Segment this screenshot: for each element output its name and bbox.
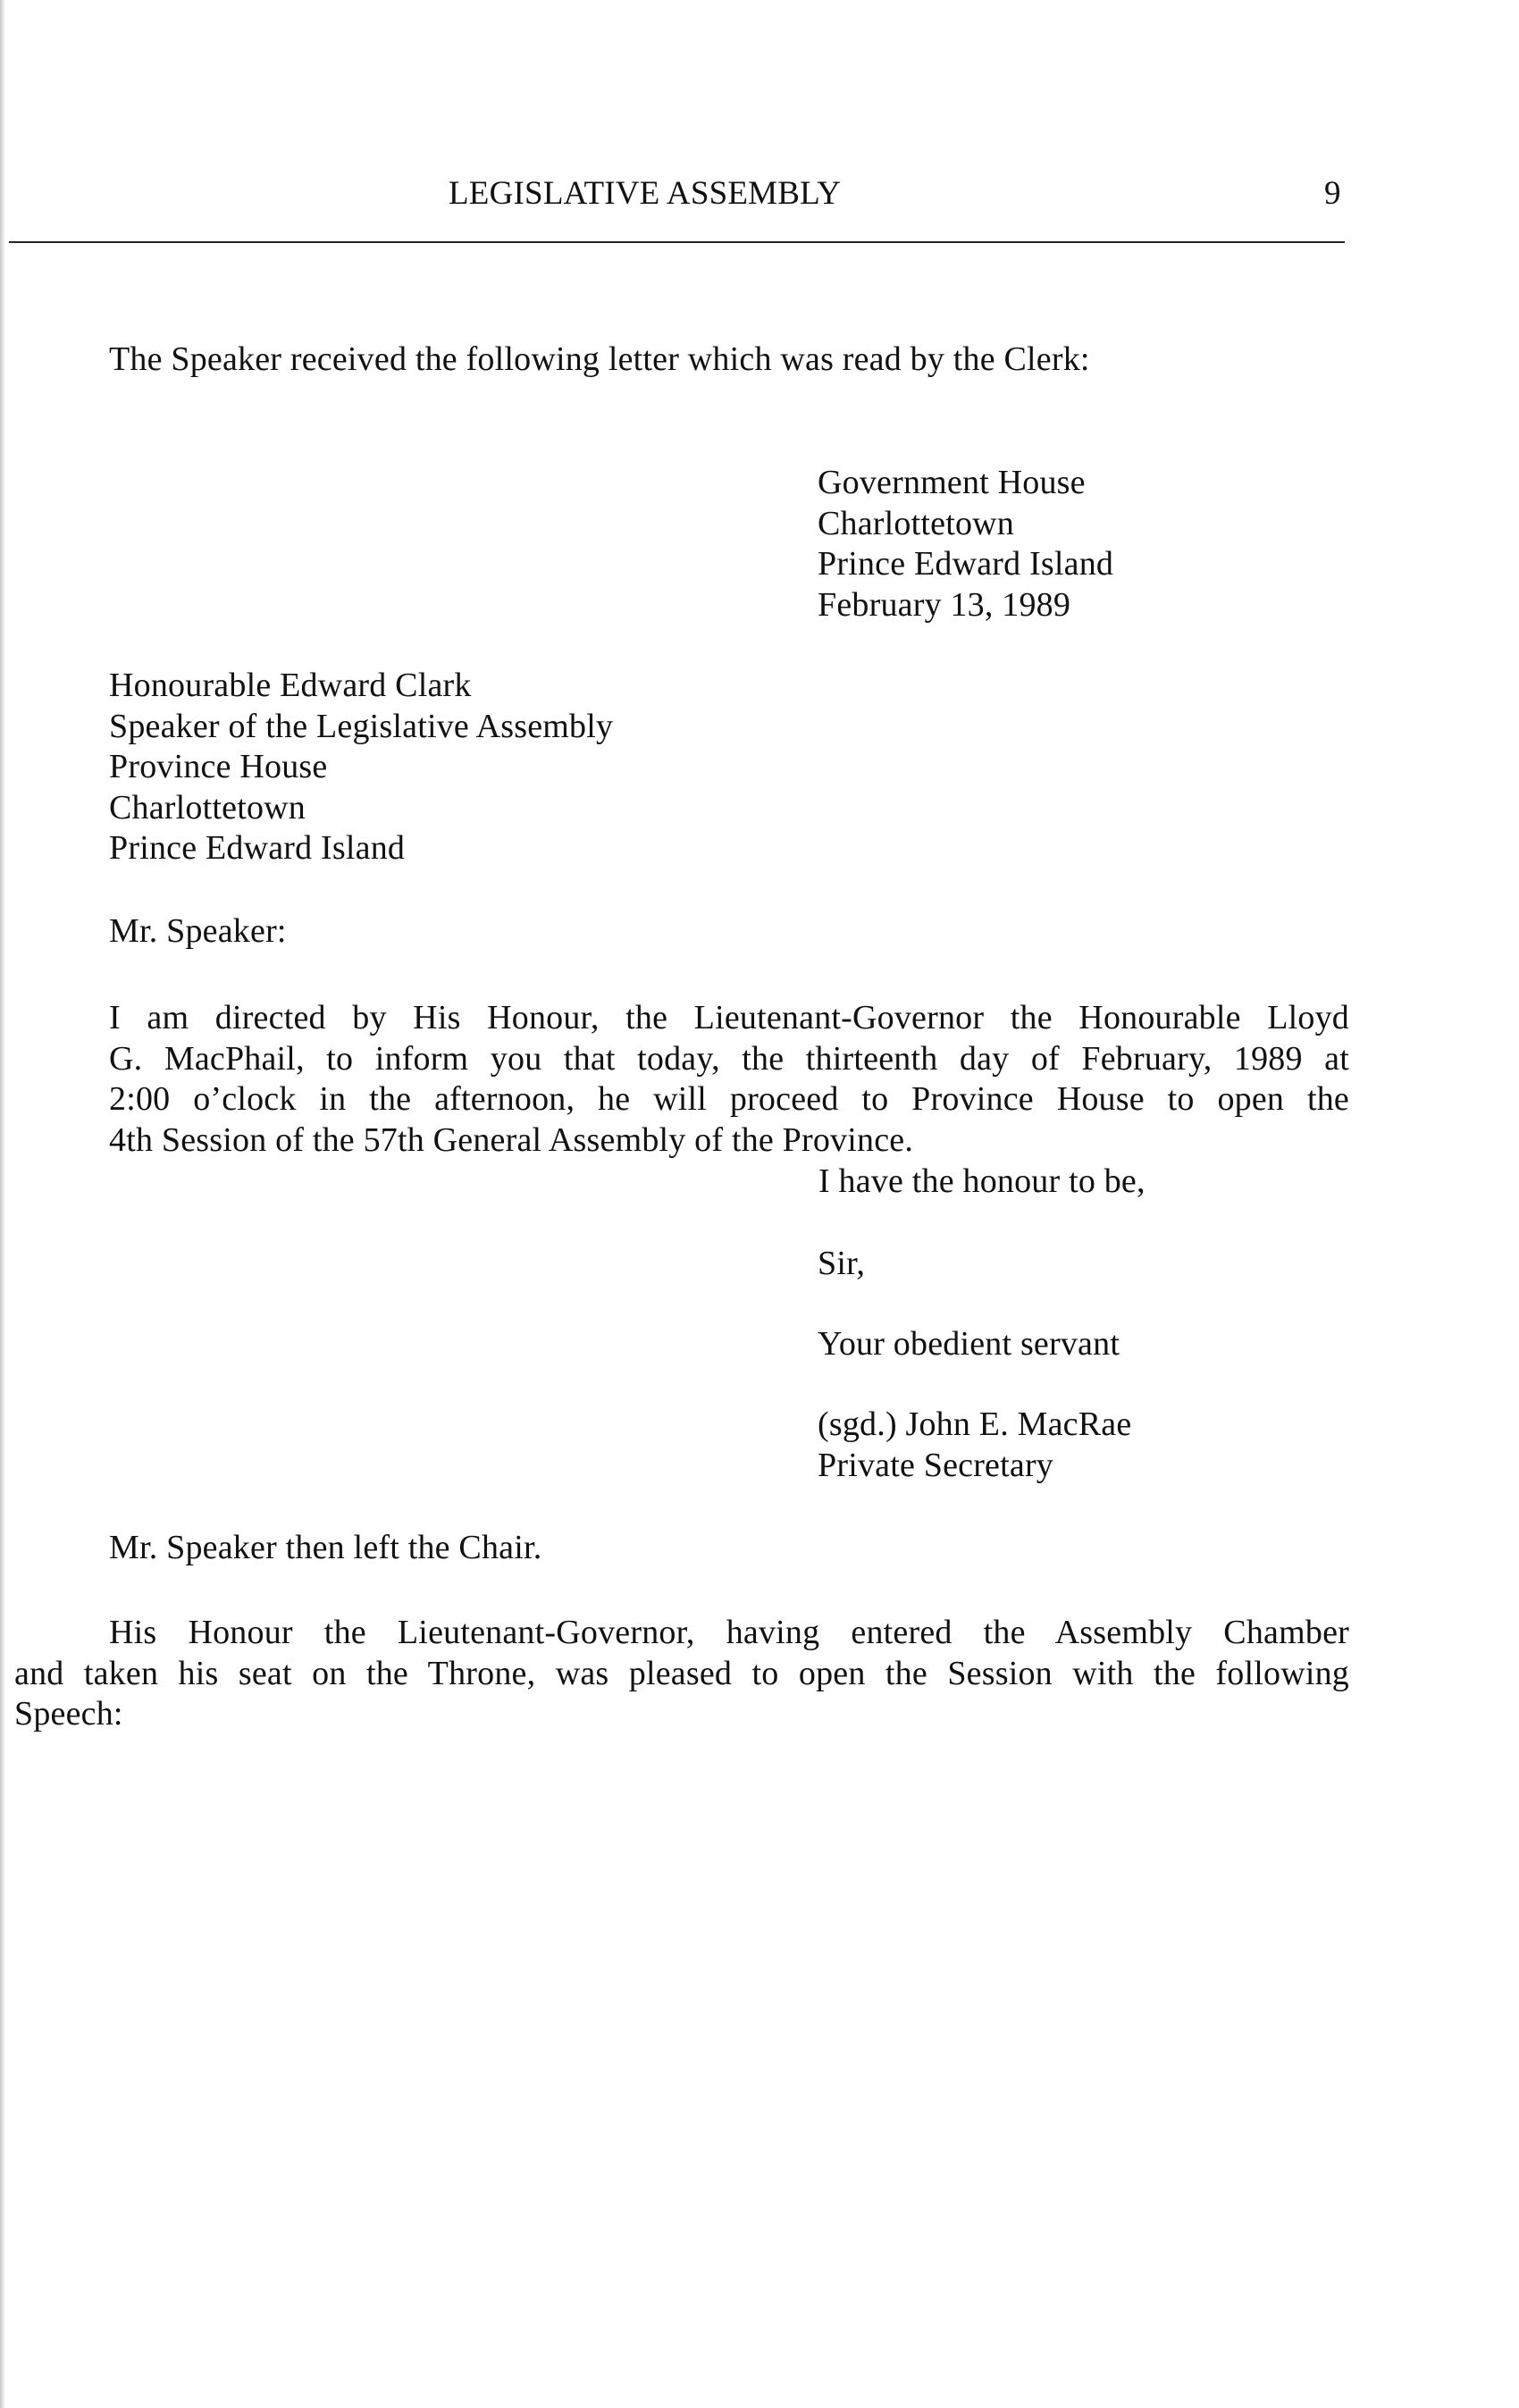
intro-sentence: The Speaker received the following letter which was read by the Clerk: (109, 340, 1090, 378)
letter-closing-sir: Sir, (818, 1245, 866, 1282)
sender-address-line: Prince Edward Island (818, 545, 1114, 583)
letter-body-line: 2:00 o’clock in the afternoon, he will proceed to Province House to open the (109, 1080, 1349, 1118)
signature-name: (sgd.) John E. MacRae (818, 1405, 1132, 1443)
recipient-address-line: Prince Edward Island (109, 829, 406, 867)
letter-closing-servant: Your obedient servant (818, 1325, 1120, 1363)
final-paragraph (14, 1613, 1349, 1735)
after-letter-sentence: Mr. Speaker then left the Chair. (109, 1529, 542, 1566)
recipient-address (109, 666, 613, 869)
letter-body-line: 4th Session of the 57th General Assembly of the Province. (109, 1120, 914, 1159)
recipient-address-line: Charlottetown (109, 788, 306, 826)
header-rule (9, 241, 1345, 243)
sender-address (818, 463, 1113, 625)
final-paragraph-line: Speech: (14, 1695, 123, 1733)
scan-edge-shadow (0, 0, 5, 2408)
letter-salutation: Mr. Speaker: (109, 912, 287, 950)
letter-signature (818, 1405, 1131, 1486)
letter-body (109, 998, 1349, 1161)
running-header-title: LEGISLATIVE ASSEMBLY (449, 175, 842, 212)
sender-address-line: Government House (818, 464, 1086, 501)
letter-date: February 13, 1989 (818, 585, 1071, 624)
final-paragraph-line: His Honour the Lieutenant-Governor, having entered the Assembly Chamber (109, 1614, 1349, 1651)
recipient-address-line: Province House (109, 748, 328, 785)
recipient-address-line: Speaker of the Legislative Assembly (109, 707, 614, 745)
letter-body-line: I am directed by His Honour, the Lieutenant-Governor the Honourable Lloyd (109, 999, 1349, 1036)
recipient-address-line: Honourable Edward Clark (109, 667, 472, 704)
signature-title: Private Secretary (818, 1446, 1054, 1484)
sender-address-line: Charlottetown (818, 504, 1015, 542)
letter-body-line: G. MacPhail, to inform you that today, the thirteenth day of February, 1989 at (109, 1039, 1349, 1078)
letter-closing-phrase: I have the honour to be, (818, 1162, 1146, 1200)
page-number: 9 (1324, 175, 1341, 212)
final-paragraph-line: and taken his seat on the Throne, was pleased to open the Session with the following (14, 1654, 1349, 1692)
